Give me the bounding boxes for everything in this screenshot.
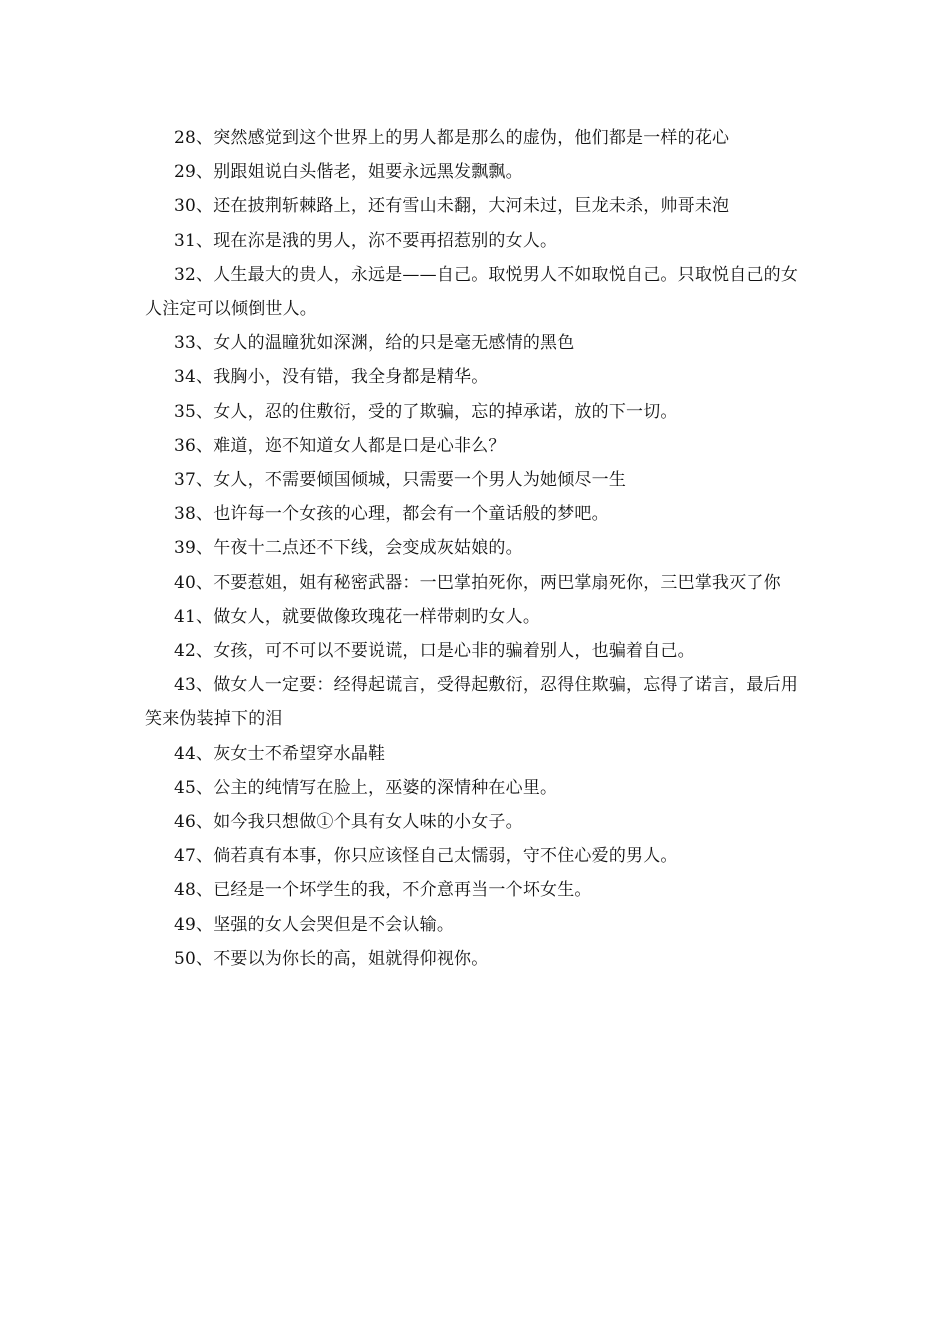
paragraph-39: 39、午夜十二点还不下线，会变成灰姑娘的。 — [174, 538, 523, 559]
paragraph-29: 29、别跟姐说白头偕老，姐要永远黑发飘飘。 — [174, 162, 523, 183]
document-body — [145, 121, 810, 976]
paragraph-30: 30、还在披荆斩棘路上，还有雪山未翻，大河未过，巨龙未杀，帅哥未泡 — [174, 196, 730, 217]
paragraph-46: 46、如今我只想做①个具有女人味的小女子。 — [174, 812, 523, 833]
paragraph-36: 36、难道，迩不知道女人都是口是心非么？ — [174, 435, 506, 456]
paragraph-40: 40、不要惹姐，姐有秘密武器：一巴掌拍死你，两巴掌扇死你，三巴掌我灭了你 — [174, 572, 781, 593]
paragraph-41: 41、做女人，就要做像玫瑰花一样带刺旳女人。 — [174, 606, 541, 627]
paragraph-50: 50、不要以为你长的高，姐就得仰视你。 — [174, 948, 489, 969]
paragraph-42: 42、女孩，可不可以不要说谎，口是心非的骗着别人，也骗着自己。 — [174, 641, 695, 662]
paragraph-48: 48、已经是一个坏学生的我，不介意再当一个坏女生。 — [174, 880, 592, 901]
paragraph-37: 37、女人，不需要倾国倾城，只需要一个男人为她倾尽一生 — [174, 470, 627, 491]
paragraph-28: 28、突然感觉到这个世界上的男人都是那么的虚伪，他们都是一样的花心 — [174, 128, 730, 148]
paragraph-34: 34、我胸小，没有错，我全身都是精华。 — [174, 367, 489, 388]
paragraph-49: 49、坚强的女人会哭但是不会认输。 — [174, 914, 455, 935]
paragraph-45: 45、公主的纯情写在脸上，巫婆的深情种在心里。 — [174, 777, 558, 798]
paragraph-38: 38、也许每一个女孩的心理，都会有一个童话般的梦吧。 — [174, 504, 609, 525]
paragraph-44: 44、灰女士不希望穿水晶鞋 — [174, 743, 386, 764]
paragraph-32: 32、人生最大的贵人，永远是——自己。取悦男人不如取悦自己。只取悦自己的女人注定可以倾倒世人。 — [145, 264, 799, 320]
paragraph-43: 43、做女人一定要：经得起谎言，受得起敷衍，忍得住欺骗，忘得了诺言，最后用笑来伪装掉下的泪 — [145, 675, 799, 730]
paragraph-33: 33、女人的温瞳犹如深渊，给的只是毫无感情的黑色 — [174, 333, 575, 354]
paragraph-31: 31、现在沵是涐的男人，沵不要再招惹别的女人。 — [174, 230, 558, 251]
paragraph-47: 47、倘若真有本事，你只应该怪自己太懦弱，守不住心爱的男人。 — [174, 846, 678, 867]
paragraph-35: 35、女人，忍的住敷衍，受的了欺骗，忘的掉承诺，放的下一切。 — [174, 401, 678, 422]
